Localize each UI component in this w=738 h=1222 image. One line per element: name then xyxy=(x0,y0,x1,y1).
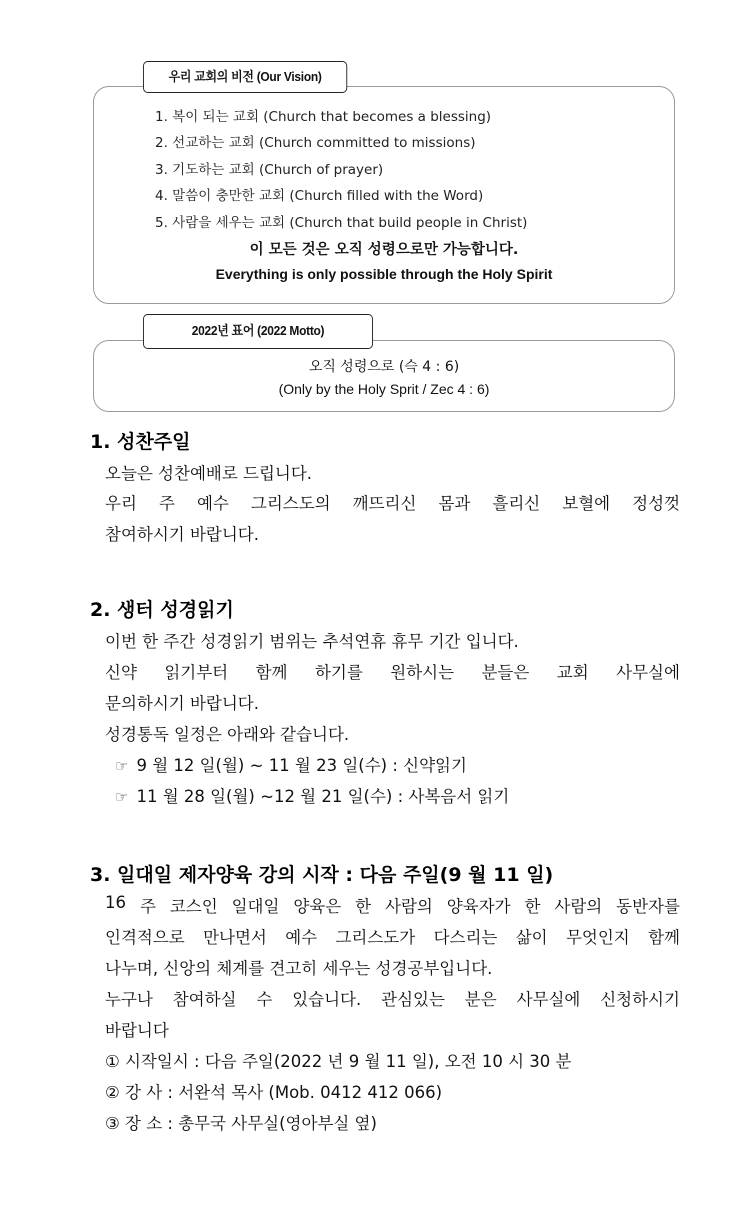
section-3-line-5: 바랍니다 xyxy=(105,1021,169,1040)
pointing-hand-icon: ☞ xyxy=(115,757,129,775)
schedule-item-2 xyxy=(115,783,509,807)
word: 관심있는 xyxy=(381,990,445,1009)
word: 인격적으로 xyxy=(105,928,185,947)
word: 한 xyxy=(355,897,372,916)
word: 신약 xyxy=(105,663,137,682)
word: 있습니다. xyxy=(292,990,362,1009)
word: 다스리는 xyxy=(433,928,498,947)
section-1-line-1: 오늘은 성찬예배로 드립니다. xyxy=(105,464,313,483)
word: 사무실에 xyxy=(616,663,680,682)
word: 동반자를 xyxy=(616,897,680,916)
word: 예수 xyxy=(285,928,318,947)
word: 사람의 xyxy=(554,897,603,916)
section-3-line-4 xyxy=(105,986,680,1010)
word: 코스인 xyxy=(169,897,218,916)
word: 참여하실 xyxy=(172,990,237,1009)
section-2-line-1: 이번 한 주간 성경읽기 범위는 추석연휴 휴무 기간 입니다. xyxy=(105,632,519,651)
word: 주 xyxy=(158,494,175,513)
vision-emphasis-en: Everything is only possible through the Holy Spirit xyxy=(215,266,553,282)
vision-item-3: 3. 기도하는 교회 (Church of prayer) xyxy=(155,162,384,178)
word: 분들은 xyxy=(481,663,530,682)
motto-tab xyxy=(143,314,373,349)
word: 보혈에 xyxy=(562,494,611,513)
pointing-hand-icon: ☞ xyxy=(115,788,129,806)
motto-tab-label: 2022년 표어 (2022 Motto) xyxy=(191,323,325,338)
schedule-item-1 xyxy=(115,752,467,776)
word: 함께 xyxy=(648,928,680,947)
schedule-text: 9 월 12 일(월) ~ 11 월 23 일(수) : 신약읽기 xyxy=(136,756,467,775)
section-3-heading: 3. 일대일 제자양육 강의 시작 : 다음 주일(9 월 11 일) xyxy=(90,864,554,886)
word: 만나면서 xyxy=(203,928,267,947)
section-1-heading: 1. 성찬주일 xyxy=(90,431,191,453)
word: 16 xyxy=(105,893,126,912)
section-1-line-2 xyxy=(105,490,680,514)
word: 그리스도의 xyxy=(250,494,331,513)
vision-item-1: 1. 복이 되는 교회 (Church that becomes a blessing) xyxy=(155,109,492,125)
section-2-line-2 xyxy=(105,659,680,683)
word: 흘리신 xyxy=(492,494,541,513)
word: 사람의 xyxy=(385,897,433,916)
word: 한 xyxy=(524,897,541,916)
word: 주 xyxy=(139,897,156,916)
word: 하기를 xyxy=(314,663,363,682)
word: 누구나 xyxy=(105,990,153,1009)
word: 신청하시기 xyxy=(600,990,680,1009)
motto-box xyxy=(93,340,675,412)
word: 교회 xyxy=(556,663,589,682)
vision-tab xyxy=(143,61,347,93)
word: 몸과 xyxy=(438,494,471,513)
word: 그리스도가 xyxy=(335,928,416,947)
section-1-line-3: 참여하시기 바랍니다. xyxy=(105,525,259,544)
word: 읽기부터 xyxy=(164,663,229,682)
word: 삶이 xyxy=(515,928,548,947)
word: 우리 xyxy=(105,494,137,513)
section-2-line-4: 성경통독 일정은 아래와 같습니다. xyxy=(105,725,350,744)
schedule-text: 11 월 28 일(월) ~12 월 21 일(수) : 사복음서 읽기 xyxy=(136,787,510,806)
vision-tab-label: 우리 교회의 비전 (Our Vision) xyxy=(168,69,322,84)
vision-item-4: 4. 말씀이 충만한 교회 (Church filled with the Word) xyxy=(155,188,484,204)
vision-item-5: 5. 사람을 세우는 교회 (Church that build people in Christ) xyxy=(155,215,528,231)
section-3-line-3: 나누며, 신앙의 체계를 견고히 세우는 성경공부입니다. xyxy=(105,959,493,978)
word: 무엇인지 xyxy=(565,928,630,947)
motto-line-en: (Only by the Holy Sprit / Zec 4 : 6) xyxy=(278,381,490,397)
word: 일대일 xyxy=(231,897,280,916)
section-2-heading: 2. 생터 성경읽기 xyxy=(90,599,234,621)
word: 양육은 xyxy=(293,897,342,916)
word: 예수 xyxy=(196,494,229,513)
detail-instructor: ② 강 사 : 서완석 목사 (Mob. 0412 412 066) xyxy=(105,1083,443,1102)
vision-emphasis-kr: 이 모든 것은 오직 성령으로만 가능합니다. xyxy=(249,242,519,258)
word: 원하시는 xyxy=(390,663,455,682)
motto-line-kr: 오직 성령으로 (슥 4 : 6) xyxy=(308,359,460,375)
section-3-line-2 xyxy=(105,924,680,948)
detail-start-time: ① 시작일시 : 다음 주일(2022 년 9 월 11 일), 오전 10 시 30 분 xyxy=(105,1052,572,1071)
detail-location: ③ 장 소 : 총무국 사무실(영아부실 옆) xyxy=(105,1114,377,1133)
word: 사무실에 xyxy=(516,990,581,1009)
word: 함께 xyxy=(255,663,288,682)
word: 수 xyxy=(256,990,273,1009)
vision-item-2: 2. 선교하는 교회 (Church committed to missions) xyxy=(155,135,476,151)
word: 분은 xyxy=(464,990,497,1009)
word: 양육자가 xyxy=(446,897,511,916)
word: 깨뜨리신 xyxy=(352,494,417,513)
section-3-line-1 xyxy=(105,893,680,917)
word: 정성껏 xyxy=(632,494,680,513)
section-2-line-3: 문의하시기 바랍니다. xyxy=(105,694,259,713)
